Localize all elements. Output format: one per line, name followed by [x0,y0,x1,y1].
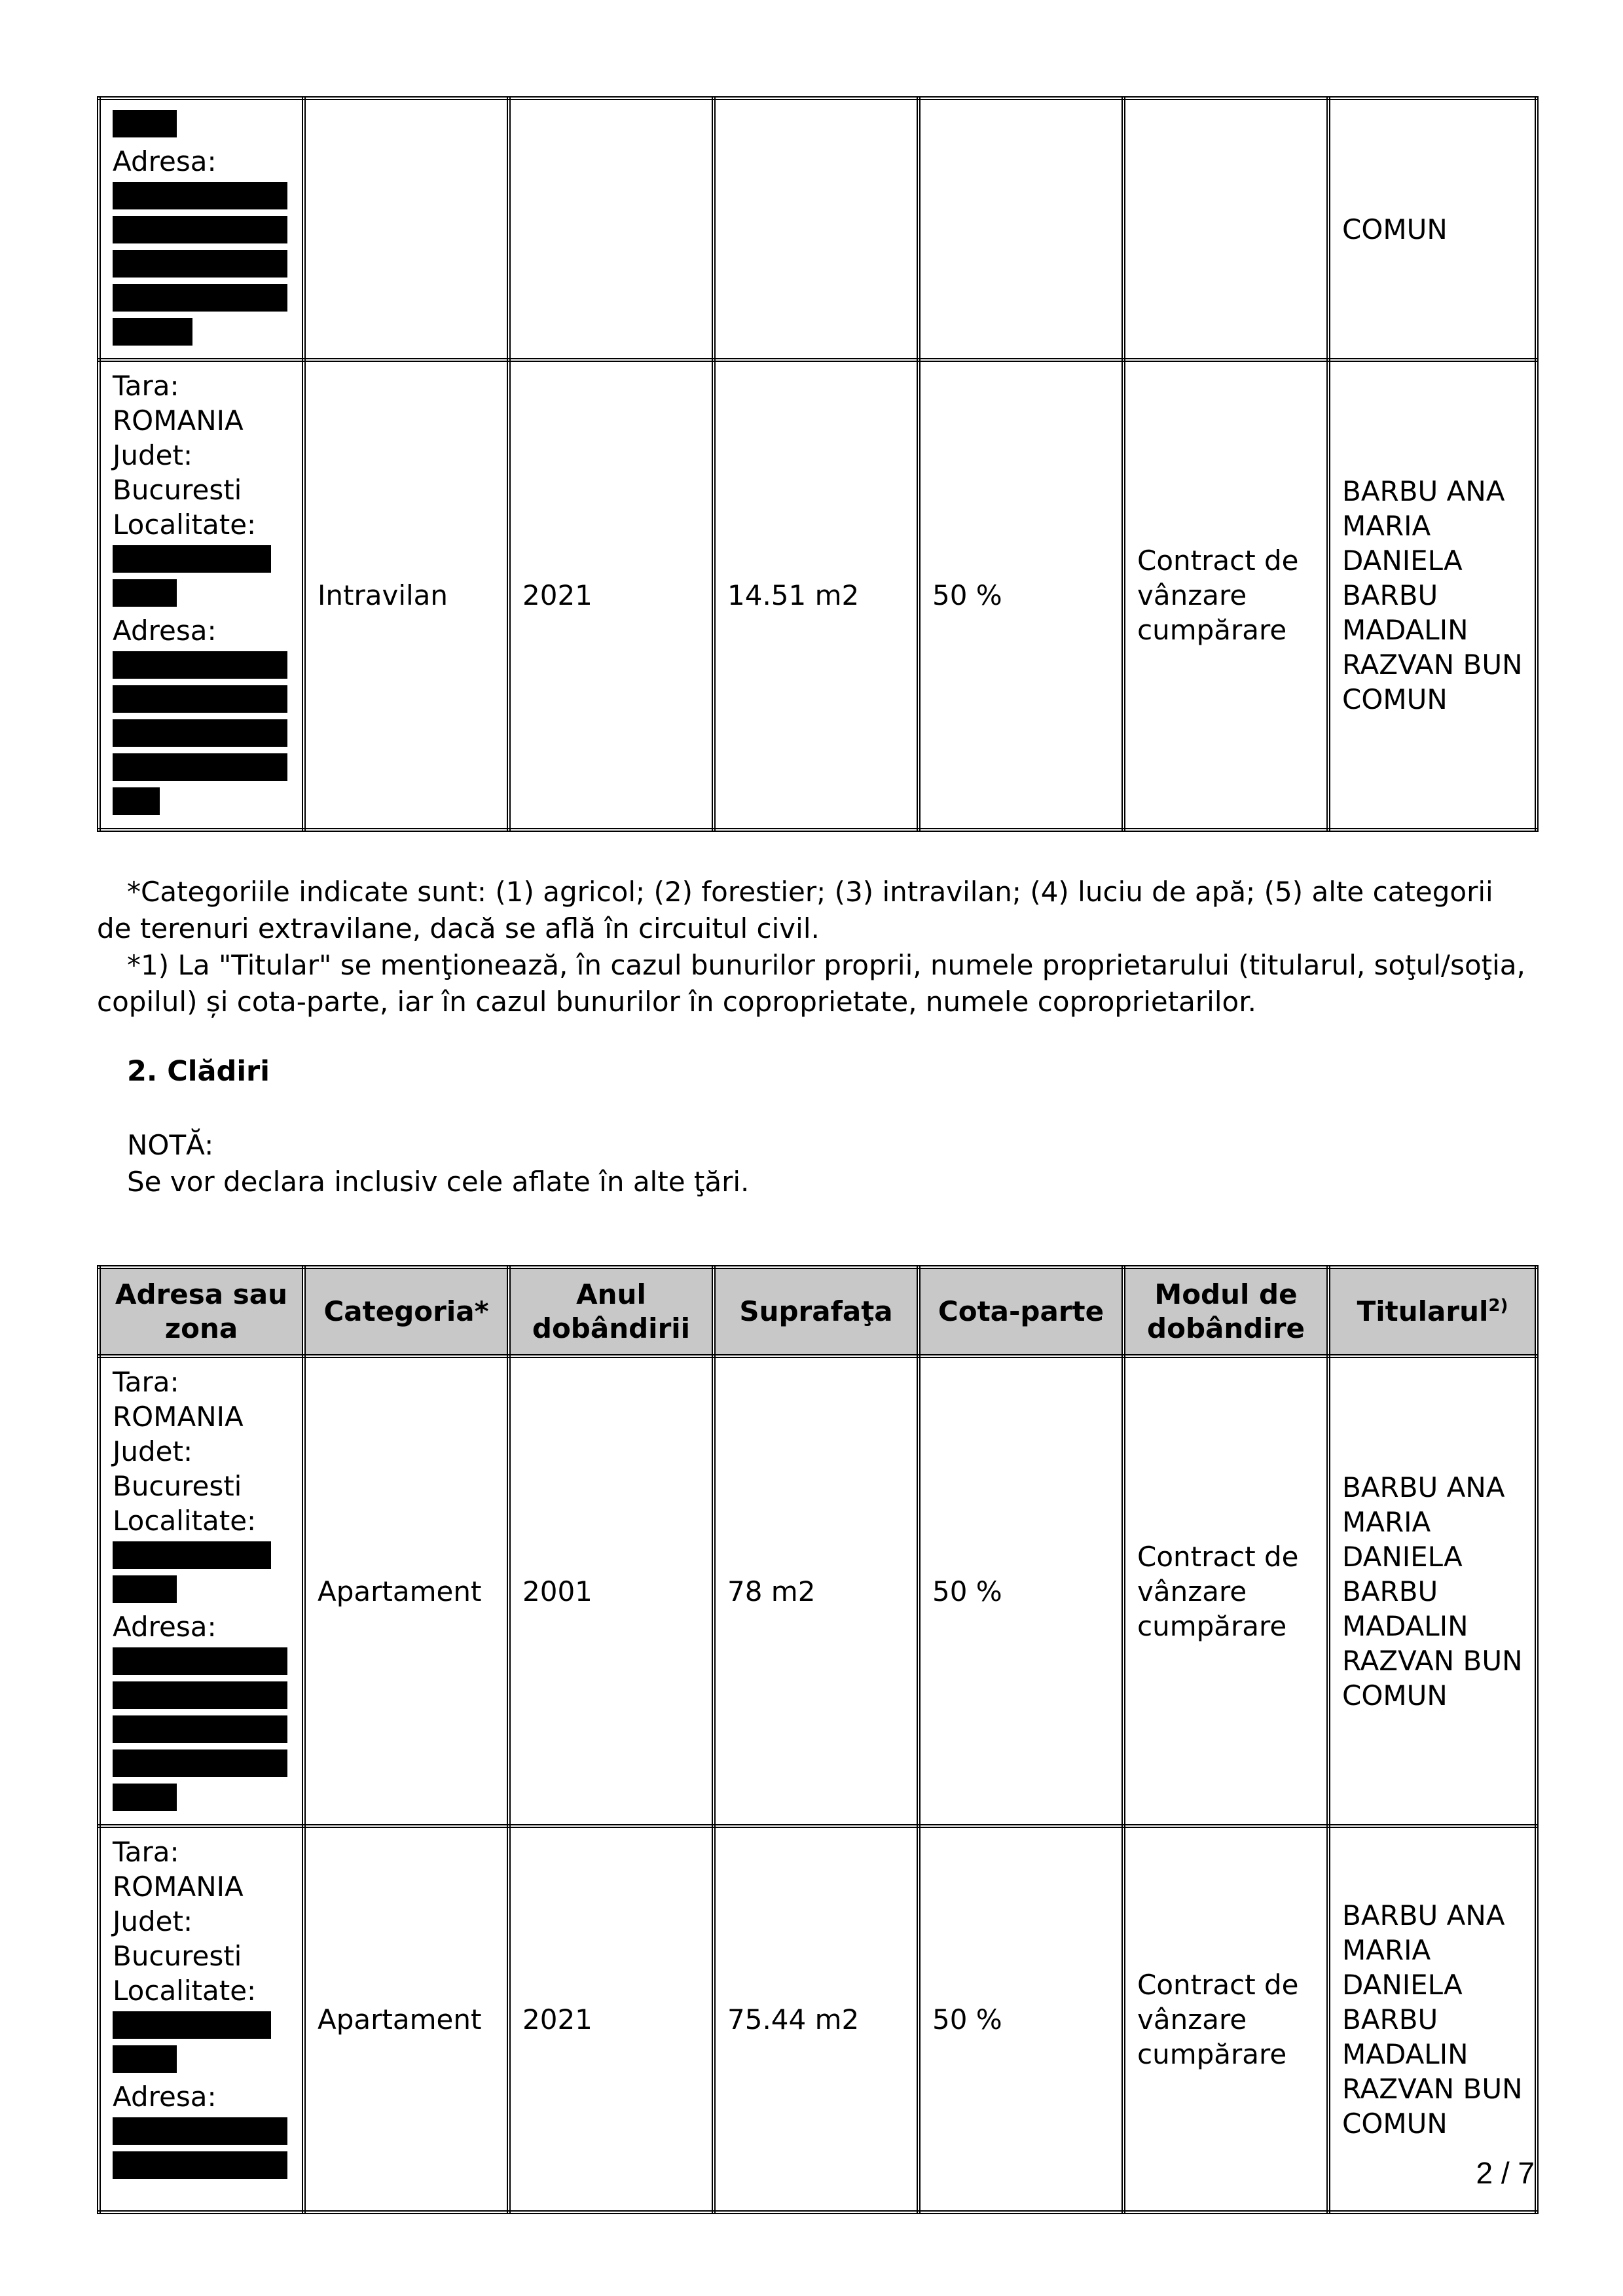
titular-line: MADALIN [1342,2037,1468,2070]
header-titular [1328,1267,1537,1356]
table-row [99,98,1537,360]
buildings-table [97,1265,1539,2214]
county-value: Bucuresti [113,1940,242,1972]
redaction-box [113,2045,177,2073]
table-row [99,1826,1537,2212]
address-cell [99,98,304,360]
titular-line: COMUN [1342,2107,1448,2140]
redaction-box [113,787,160,815]
titular-line: MARIA [1342,1933,1431,1966]
country-value: ROMANIA [113,404,244,437]
titular-line: BARBU ANA [1342,1471,1505,1503]
titular-line: DANIELA [1342,544,1463,577]
redaction-box [113,545,271,573]
titular-line: DANIELA [1342,1540,1463,1573]
header-year: Anul dobândirii [509,1267,714,1356]
category-cell [304,98,509,360]
footnote-titular: *1) La "Titular" se menţionează, în cazul bunurilor proprii, numele proprietarului (titularul, soţul/soţia, copilul) și cota-parte, iar în cazul bunurilor în coproprietate, numele coproprietarilor. [97,949,1525,1018]
titular-cell: COMUN [1328,98,1537,360]
header-address: Adresa sau zona [99,1267,304,1356]
redaction-box [113,1681,287,1709]
redaction-box [113,216,287,243]
table-header-row [99,1267,1537,1356]
titular-line: COMUN [1342,1679,1448,1712]
share-cell: 50 % [919,1826,1123,2212]
titular-line: BARBU [1342,2003,1438,2036]
locality-label: Localitate: [113,509,257,541]
nota-text: Se vor declara inclusiv cele aflate în alte ţări. [127,1166,750,1198]
country-label: Tara: [113,370,179,402]
county-label: Judet: [113,439,193,471]
land-table [97,96,1539,832]
titular-line: MADALIN [1342,1609,1468,1642]
share-cell [919,98,1123,360]
address-cell [99,360,304,830]
titular-line: COMUN [1342,683,1448,715]
header-share: Cota-parte [919,1267,1123,1356]
country-label: Tara: [113,1366,179,1398]
surface-cell: 75.44 m2 [714,1826,919,2212]
nota-label: NOTĂ: [127,1129,214,1161]
titular-cell [1328,1356,1537,1826]
redaction-box [113,2011,271,2039]
redaction-box [113,685,287,713]
titular-line: MARIA [1342,509,1431,542]
county-value: Bucuresti [113,1470,242,1502]
surface-cell: 14.51 m2 [714,360,919,830]
category-cell: Apartament [304,1356,509,1826]
year-cell: 2021 [509,1826,714,2212]
titular-line: MADALIN [1342,613,1468,646]
country-value: ROMANIA [113,1401,244,1433]
redaction-box [113,318,192,346]
year-cell: 2021 [509,360,714,830]
redaction-box [113,1749,287,1777]
surface-cell [714,98,919,360]
share-cell: 50 % [919,1356,1123,1826]
section-title: 2. Clădiri [127,1055,270,1088]
county-value: Bucuresti [113,474,242,506]
address-cell [99,1356,304,1826]
redaction-box [113,284,287,312]
year-cell [509,98,714,360]
category-cell: Apartament [304,1826,509,2212]
locality-label: Localitate: [113,1505,257,1537]
header-surface: Suprafaţa [714,1267,919,1356]
header-titular-text: Titularul [1357,1295,1489,1327]
address-label: Adresa: [113,615,217,647]
redaction-box [113,1541,271,1569]
locality-label: Localitate: [113,1975,257,2007]
redaction-box [113,719,287,747]
titular-cell [1328,360,1537,830]
nota-block [127,1127,749,1200]
titular-line: BARBU ANA [1342,475,1505,507]
titular-line: RAZVAN BUN [1342,2072,1523,2105]
county-label: Judet: [113,1905,193,1937]
country-value: ROMANIA [113,1871,244,1903]
header-titular-sup: 2) [1488,1296,1508,1316]
redaction-box [113,651,287,679]
address-label: Adresa: [113,1611,217,1643]
titular-line: BARBU [1342,579,1438,611]
header-mode: Modul de dobândire [1123,1267,1328,1356]
address-cell [99,1826,304,2212]
titular-line: DANIELA [1342,1968,1463,2001]
country-label: Tara: [113,1836,179,1868]
titular-cell [1328,1826,1537,2212]
table-row [99,360,1537,830]
mode-cell: Contract de vânzare cumpărare [1123,1826,1328,2212]
titular-line: BARBU [1342,1575,1438,1607]
redaction-box [113,753,287,781]
category-cell: Intravilan [304,360,509,830]
mode-cell [1123,98,1328,360]
page-number: 2 / 7 [1476,2156,1535,2190]
footnotes [97,874,1535,1020]
titular-line: RAZVAN BUN [1342,648,1523,681]
county-label: Judet: [113,1435,193,1467]
redaction-box [113,110,177,137]
redaction-box [113,250,287,278]
titular-line: MARIA [1342,1505,1431,1538]
redaction-box [113,1784,177,1811]
redaction-box [113,579,177,607]
share-cell: 50 % [919,360,1123,830]
redaction-box [113,2117,287,2145]
redaction-box [113,1647,287,1675]
table-row [99,1356,1537,1826]
mode-cell: Contract de vânzare cumpărare [1123,360,1328,830]
titular-line: BARBU ANA [1342,1899,1505,1931]
redaction-box [113,1715,287,1743]
address-label: Adresa: [113,2081,217,2113]
year-cell: 2001 [509,1356,714,1826]
redaction-box [113,182,287,209]
redaction-box [113,1575,177,1603]
header-category: Categoria* [304,1267,509,1356]
address-label: Adresa: [113,145,217,177]
mode-cell: Contract de vânzare cumpărare [1123,1356,1328,1826]
redaction-box [113,2151,287,2179]
footnote-categories: *Categoriile indicate sunt: (1) agricol; (2) forestier; (3) intravilan; (4) luciu de apă; (5) alte categorii de terenuri extravilane, dacă se află în circuitul civil. [97,876,1493,944]
titular-line: RAZVAN BUN [1342,1644,1523,1677]
surface-cell: 78 m2 [714,1356,919,1826]
